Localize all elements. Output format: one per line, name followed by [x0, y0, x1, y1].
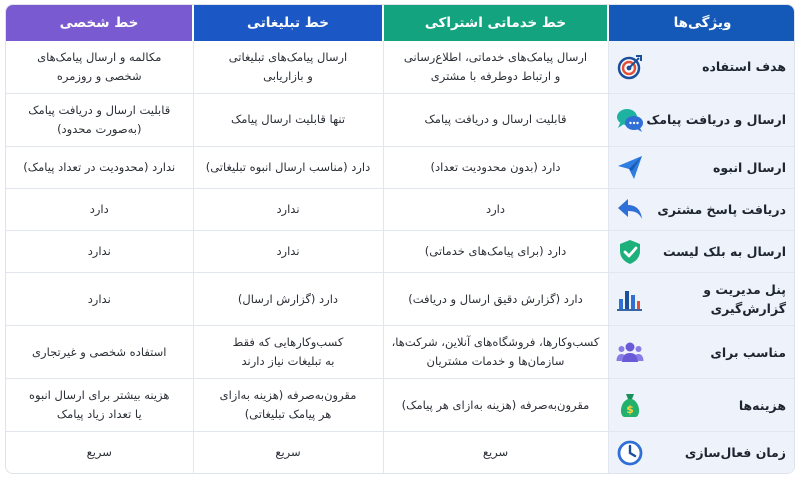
- cell-text-line: هزینه بیشتر برای ارسال انبوه: [29, 388, 170, 403]
- cell-text-line: (به‌صورت محدود): [57, 121, 142, 136]
- advertising-cell: [193, 41, 383, 93]
- cell-text-line: سازمان‌ها و خدمات مشتریان: [426, 354, 565, 369]
- header-personal-line: خط شخصی: [6, 5, 193, 41]
- cell-text-line: دارد (گزارش دقیق ارسال و دریافت): [408, 291, 583, 306]
- service-cell: [383, 432, 608, 474]
- advertising-cell: [193, 432, 383, 474]
- service-cell: [383, 41, 608, 93]
- shield-check-icon: [615, 237, 645, 267]
- feature-cell: [608, 146, 795, 188]
- personal-cell: [6, 188, 193, 230]
- cell-text-line: و بازاریابی: [263, 68, 313, 83]
- personal-cell: [6, 41, 193, 93]
- cell-text-line: ندارد (محدودیت در تعداد پیامک): [23, 159, 176, 174]
- cell-text-line: قابلیت ارسال و دریافت پیامک: [424, 112, 567, 127]
- table-row-usage-purpose: [6, 41, 795, 93]
- advertising-cell: [193, 230, 383, 272]
- cell-text-line: سریع: [86, 445, 112, 459]
- personal-cell: [6, 230, 193, 272]
- cell-text-line: استفاده شخصی و غیرتجاری: [32, 344, 167, 359]
- cell-text-line: دارد (گزارش ارسال): [237, 291, 339, 306]
- paper-plane-icon: [615, 152, 645, 182]
- chat-bubbles-icon: [615, 105, 645, 135]
- clock-icon: [615, 438, 645, 468]
- cell-text-line: دارد (برای پیامک‌های خدماتی): [424, 244, 567, 259]
- users-group-icon: [615, 337, 645, 367]
- cell-text-line: مقرون‌به‌صرفه (هزینه به‌ازای هر پیامک): [401, 397, 590, 412]
- cell-text-line: ندارد: [276, 244, 300, 259]
- table-row-costs: [6, 379, 795, 432]
- cell-text-line: قابلیت ارسال و دریافت پیامک: [28, 102, 171, 117]
- table-row-activation-time: [6, 432, 795, 474]
- feature-label: دریافت پاسخ مشتری: [657, 201, 786, 217]
- personal-cell: [6, 326, 193, 379]
- svg-text:$: $: [625, 403, 634, 417]
- table-row-customer-reply: [6, 188, 795, 230]
- cell-text-line: مقرون‌به‌صرفه (هزینه به‌ازای: [219, 388, 357, 403]
- table-row-blacklist-send: [6, 230, 795, 272]
- feature-label: ارسال به بلک لیست: [663, 244, 786, 260]
- advertising-cell: [193, 188, 383, 230]
- cell-text-line: یا تعداد زیاد پیامک: [56, 407, 142, 422]
- advertising-cell: [193, 326, 383, 379]
- feature-cell: [608, 379, 795, 432]
- cell-text-line: دارد: [89, 201, 109, 216]
- comparison-table: [6, 5, 795, 473]
- feature-cell: [608, 41, 795, 93]
- feature-cell: [608, 326, 795, 379]
- personal-cell: [6, 379, 193, 432]
- feature-cell: [608, 230, 795, 272]
- advertising-cell: [193, 379, 383, 432]
- personal-cell: [6, 273, 193, 326]
- personal-cell: [6, 146, 193, 188]
- service-cell: [383, 230, 608, 272]
- service-cell: [383, 379, 608, 432]
- advertising-cell: [193, 93, 383, 146]
- feature-label: زمان فعال‌سازی: [684, 445, 786, 460]
- cell-text-line: ارسال پیامک‌های خدماتی، اطلاع‌رسانی: [403, 49, 588, 64]
- advertising-cell: [193, 146, 383, 188]
- feature-cell: [608, 93, 795, 146]
- money-bag-icon: [615, 390, 645, 420]
- cell-text-line: شخصی و روزمره: [56, 68, 142, 83]
- comparison-table-container: [5, 4, 795, 474]
- service-cell: [383, 146, 608, 188]
- header-row: [6, 5, 795, 41]
- header-advertising-line: خط تبلیغاتی: [193, 5, 383, 41]
- cell-text-line: ندارد: [87, 291, 111, 306]
- cell-text-line: هر پیامک تبلیغاتی): [244, 407, 332, 422]
- cell-text-line: ارسال پیامک‌های تبلیغاتی: [228, 49, 348, 64]
- cell-text-line: دارد (بدون محدودیت تعداد): [430, 159, 561, 174]
- header-features: ویژگی‌ها: [608, 5, 795, 41]
- feature-label: ارسال و دریافت پیامک: [646, 112, 786, 128]
- feature-cell: [608, 432, 795, 474]
- cell-text-line: سریع: [482, 445, 509, 459]
- cell-text-line: کسب‌وکارها، فروشگاه‌های آنلاین، شرکت‌ها،: [391, 335, 600, 350]
- feature-cell: [608, 188, 795, 230]
- cell-text-line: ندارد: [276, 201, 300, 216]
- header-service-line: خط خدماتی اشتراکی: [383, 5, 608, 41]
- reply-arrow-icon: [615, 194, 645, 224]
- personal-cell: [6, 93, 193, 146]
- feature-label: ارسال انبوه: [713, 159, 786, 175]
- service-cell: [383, 326, 608, 379]
- service-cell: [383, 273, 608, 326]
- table-row-management-panel: [6, 273, 795, 326]
- service-cell: [383, 188, 608, 230]
- cell-text-line: سریع: [275, 445, 301, 459]
- cell-text-line: به تبلیغات نیاز دارند: [241, 354, 335, 369]
- table-row-send-receive-sms: [6, 93, 795, 146]
- advertising-cell: [193, 273, 383, 326]
- personal-cell: [6, 432, 193, 474]
- table-row-suitable-for: [6, 326, 795, 379]
- service-cell: [383, 93, 608, 146]
- feature-label: پنل مدیریت و گزارش‌گیری: [703, 282, 786, 317]
- cell-text-line: مکالمه و ارسال پیامک‌های: [37, 49, 162, 64]
- feature-label: هزینه‌ها: [738, 397, 786, 413]
- cell-text-line: دارد (مناسب ارسال انبوه تبلیغاتی): [205, 159, 371, 174]
- feature-label: هدف استفاده: [702, 59, 786, 75]
- feature-label: مناسب برای: [710, 344, 786, 360]
- bar-chart-icon: [615, 284, 643, 314]
- cell-text-line: و ارتباط دوطرفه با مشتری: [430, 68, 561, 83]
- target-icon: [615, 52, 645, 82]
- cell-text-line: تنها قابلیت ارسال پیامک: [230, 112, 346, 127]
- table-row-bulk-send: [6, 146, 795, 188]
- cell-text-line: دارد: [486, 201, 505, 216]
- feature-cell: [608, 273, 795, 326]
- cell-text-line: ندارد: [87, 244, 111, 259]
- cell-text-line: کسب‌وکارهایی که فقط: [232, 335, 344, 350]
